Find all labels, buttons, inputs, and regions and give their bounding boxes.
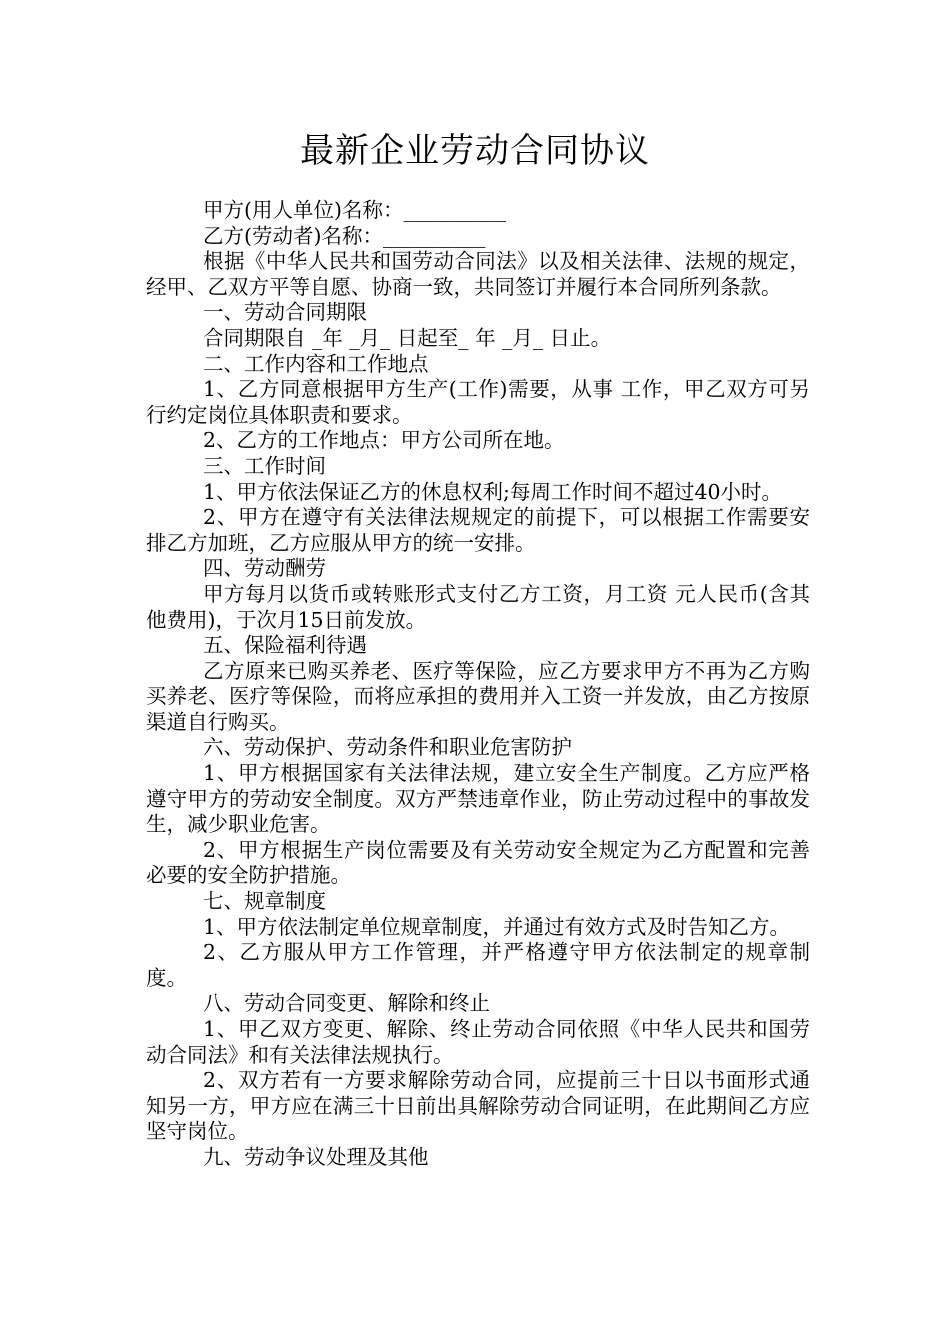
work-content-paragraph: 1、乙方同意根据甲方生产(工作)需要，从事 工作，甲乙双方可另行约定岗位具体职责和要求。	[146, 377, 810, 427]
section-heading-3: 三、工作时间	[203, 453, 326, 478]
section-heading-2: 二、工作内容和工作地点	[203, 351, 429, 376]
section-heading-8: 八、劳动合同变更、解除和终止	[203, 991, 490, 1016]
section-heading-1: 一、劳动合同期限	[203, 300, 367, 325]
section-heading-7: 七、规章制度	[203, 889, 326, 914]
section-heading-5: 五、保险福利待遇	[203, 633, 367, 658]
party-b-name-line: 乙方(劳动者)名称：__________	[203, 223, 486, 248]
contract-change-paragraph: 1、甲乙双方变更、解除、终止劳动合同依照《中华人民共和国劳动合同法》和有关法律法规执行。	[146, 1017, 810, 1067]
safety-measures-paragraph: 2、甲方根据生产岗位需要及有关劳动安全规定为乙方配置和完善必要的安全防护措施。	[146, 837, 810, 888]
section-heading-9: 九、劳动争议处理及其他	[203, 1144, 429, 1169]
rules-compliance-paragraph: 2、乙方服从甲方工作管理，并严格遵守甲方依法制定的规章制度。	[146, 940, 810, 990]
contract-term-paragraph: 合同期限自 _年 _月_ 日起至_ 年 _月_ 日止。	[203, 325, 612, 350]
section-heading-6: 六、劳动保护、劳动条件和职业危害防护	[203, 735, 572, 760]
contract-termination-paragraph: 2、双方若有一方要求解除劳动合同，应提前三十日以书面形式通知另一方，甲方应在满三十日前出具解除劳动合同证明，在此期间乙方应坚守岗位。	[146, 1068, 810, 1144]
party-a-name-line: 甲方(用人单位)名称：__________	[203, 198, 506, 222]
overtime-paragraph: 2、甲方在遵守有关法律法规规定的前提下，可以根据工作需要安排乙方加班，乙方应服从甲方的统一安排。	[146, 505, 810, 555]
work-location-paragraph: 2、乙方的工作地点：甲方公司所在地。	[203, 428, 565, 453]
rules-notice-paragraph: 1、甲方依法制定单位规章制度，并通过有效方式及时告知乙方。	[203, 914, 791, 939]
salary-paragraph: 甲方每月以货币或转账形式支付乙方工资，月工资 元人民币(含其他费用)，于次月15日前发放。	[146, 581, 810, 632]
section-heading-4: 四、劳动酬劳	[203, 556, 326, 581]
document-title: 最新企业劳动合同协议	[300, 131, 650, 171]
safety-system-paragraph: 1、甲方根据国家有关法律法规，建立安全生产制度。乙方应严格遵守甲方的劳动安全制度。双方严禁违章作业，防止劳动过程中的事故发生，减少职业危害。	[146, 761, 810, 837]
preamble-paragraph: 根据《中华人民共和国劳动合同法》以及相关法律、法规的规定，经甲、乙双方平等自愿、协商一致，共同签订并履行本合同所列条款。	[146, 249, 810, 299]
document-body	[146, 198, 810, 1171]
rest-rights-paragraph: 1、甲方依法保证乙方的休息权利;每周工作时间不超过40小时。	[203, 479, 783, 504]
insurance-paragraph: 乙方原来已购买养老、医疗等保险，应乙方要求甲方不再为乙方购买养老、医疗等保险，而将应承担的费用并入工资一并发放，由乙方按原渠道自行购买。	[146, 658, 810, 734]
